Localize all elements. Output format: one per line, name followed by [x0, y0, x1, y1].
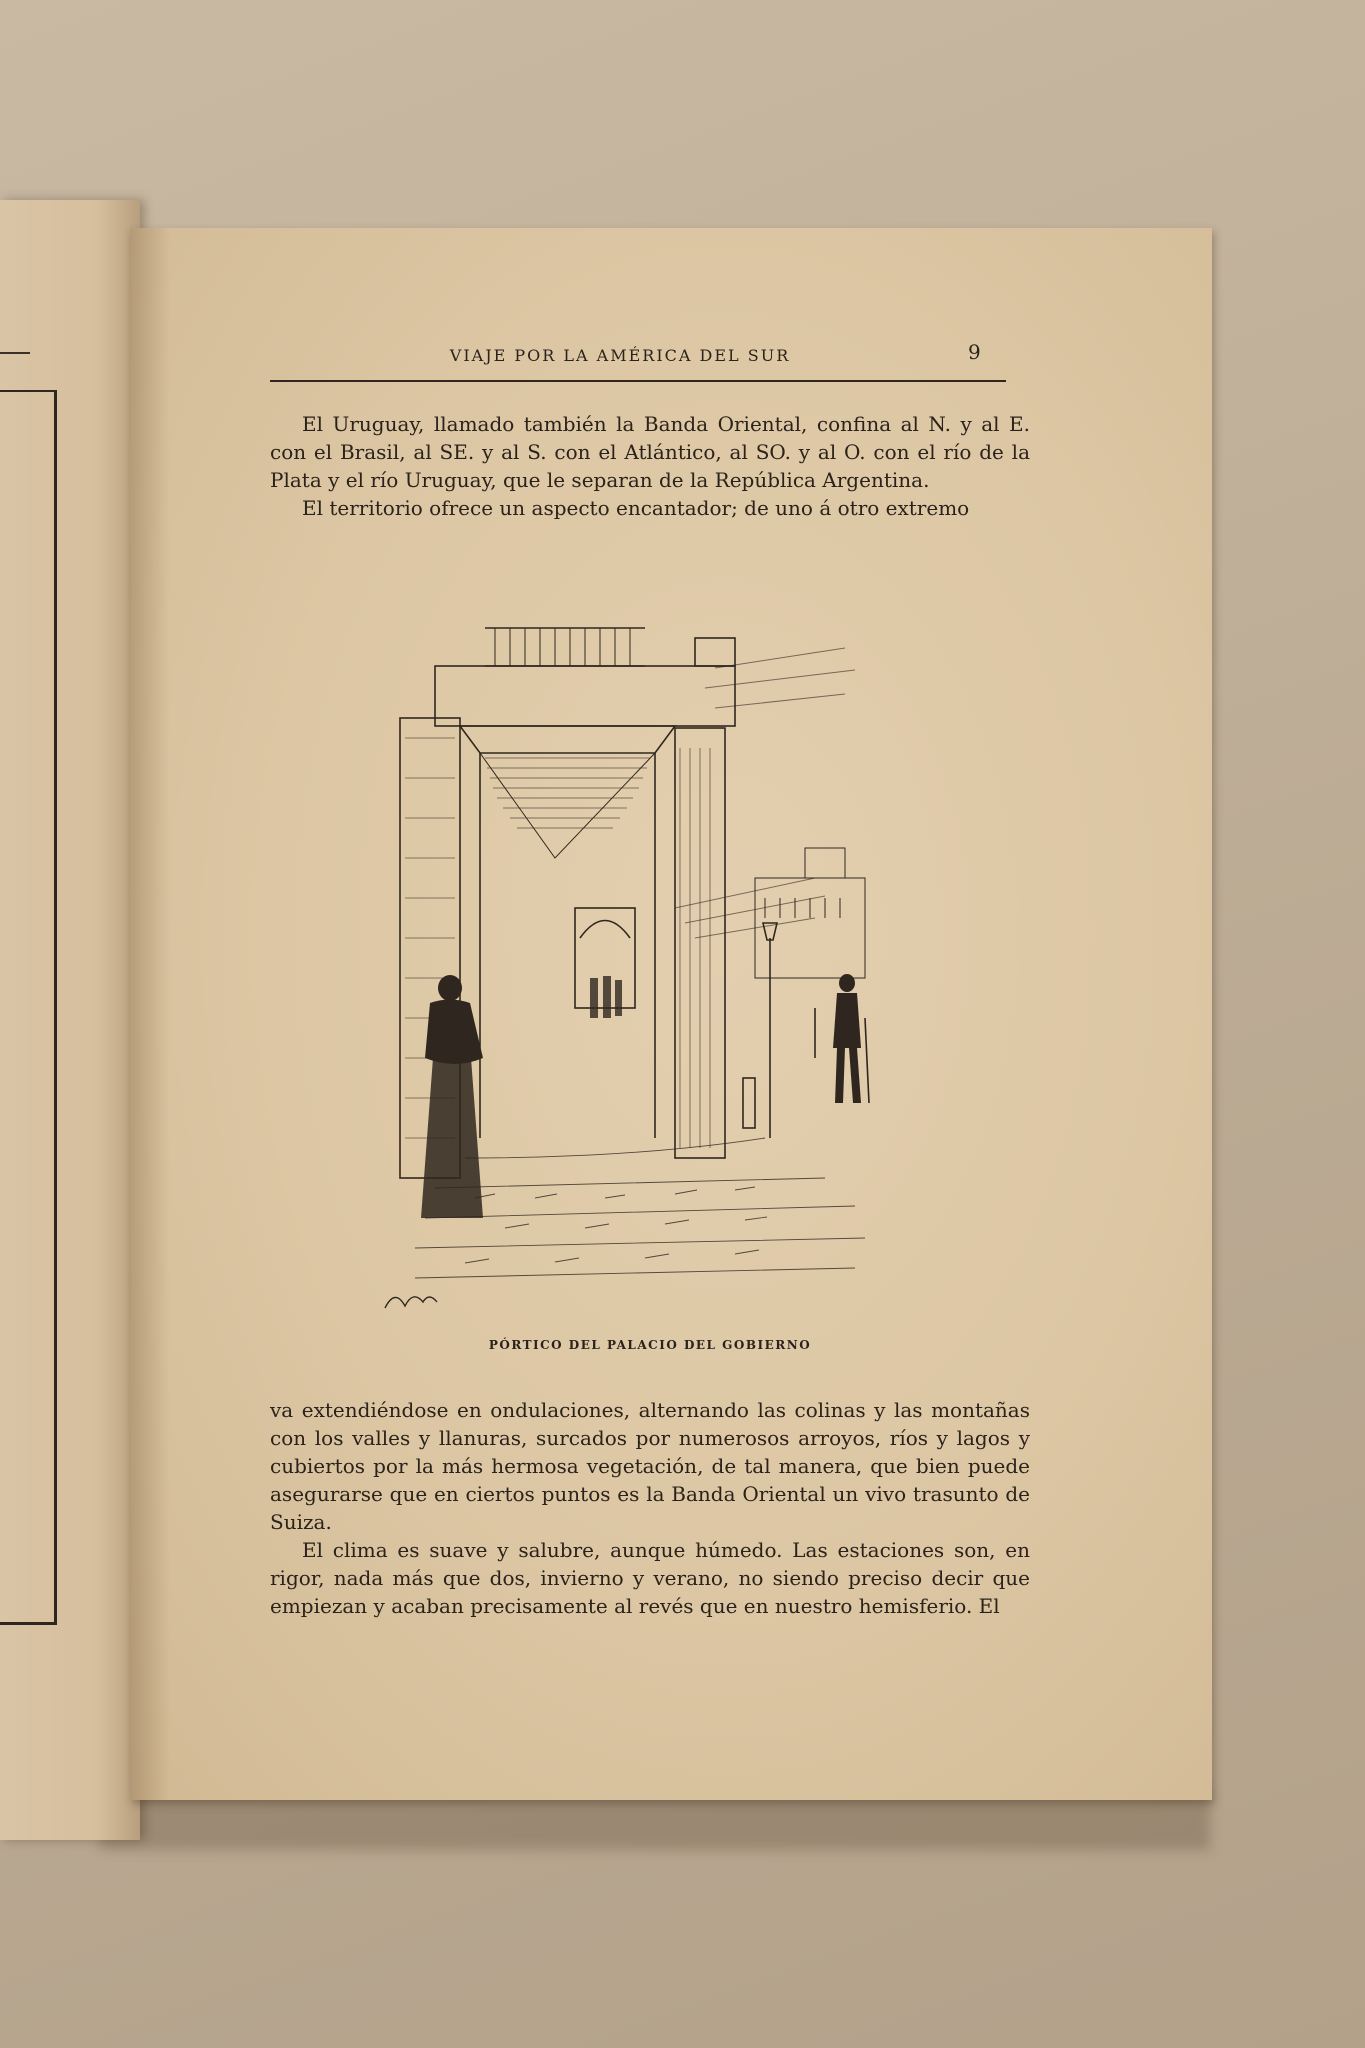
running-header-title: VIAJE POR LA AMÉRICA DEL SUR	[449, 346, 791, 365]
man-figure	[833, 974, 861, 1103]
right-page	[130, 228, 1212, 1800]
bollard	[743, 1078, 755, 1128]
paragraph-clima: El clima es suave y salubre, aunque húmedo. Las estaciones son, en rigor, nada más que dos, invierno y verano, no siendo preciso decir que empiezan y acaban precisamente al revés que en nuestro hemisferio. El	[270, 1538, 1030, 1618]
left-page-rule	[0, 352, 30, 354]
paragraph-uruguay: El Uruguay, llamado también la Banda Oriental, confina al N. y al E. con el Brasil, al SE. y al S. con el Atlántico, al SO. y al O. con el río de la Plata y el río Uruguay, que le separan de la República Argentina.	[270, 412, 1030, 492]
pavement	[415, 1138, 865, 1278]
page-gutter	[130, 228, 170, 1800]
left-page-frame	[0, 390, 57, 1625]
street-lamp	[763, 923, 815, 1138]
illustration-caption: PÓRTICO DEL PALACIO DEL GOBIERNO	[488, 1338, 812, 1352]
woman-figure	[421, 975, 483, 1218]
text-block-top	[270, 410, 1030, 522]
artist-signature	[385, 1297, 437, 1308]
header-rule	[270, 380, 1006, 382]
sky-hatching	[675, 648, 855, 938]
engraving-illustration	[375, 578, 895, 1318]
page-number: 9	[968, 340, 981, 364]
balcony-railing	[485, 628, 735, 666]
distant-buildings	[755, 848, 865, 978]
walking-cane	[865, 1018, 869, 1103]
paragraph-territorio: El territorio ofrece un aspecto encantador; de uno á otro extremo	[302, 496, 970, 520]
left-page	[0, 200, 140, 1840]
distant-figures	[590, 976, 622, 1018]
running-header	[270, 346, 970, 376]
text-block-bottom	[270, 1396, 1030, 1620]
ceiling-hatching	[485, 758, 650, 828]
paragraph-ondulaciones: va extendiéndose en ondulaciones, alternando las colinas y las montañas con los valles y llanuras, surcados por numerosos arroyos, ríos y lagos y cubiertos por la más hermosa vegetación, de tal manera, que bien puede asegurarse que en ciertos puntos es la Banda Oriental un vivo trasunto de Suiza.	[270, 1398, 1030, 1534]
